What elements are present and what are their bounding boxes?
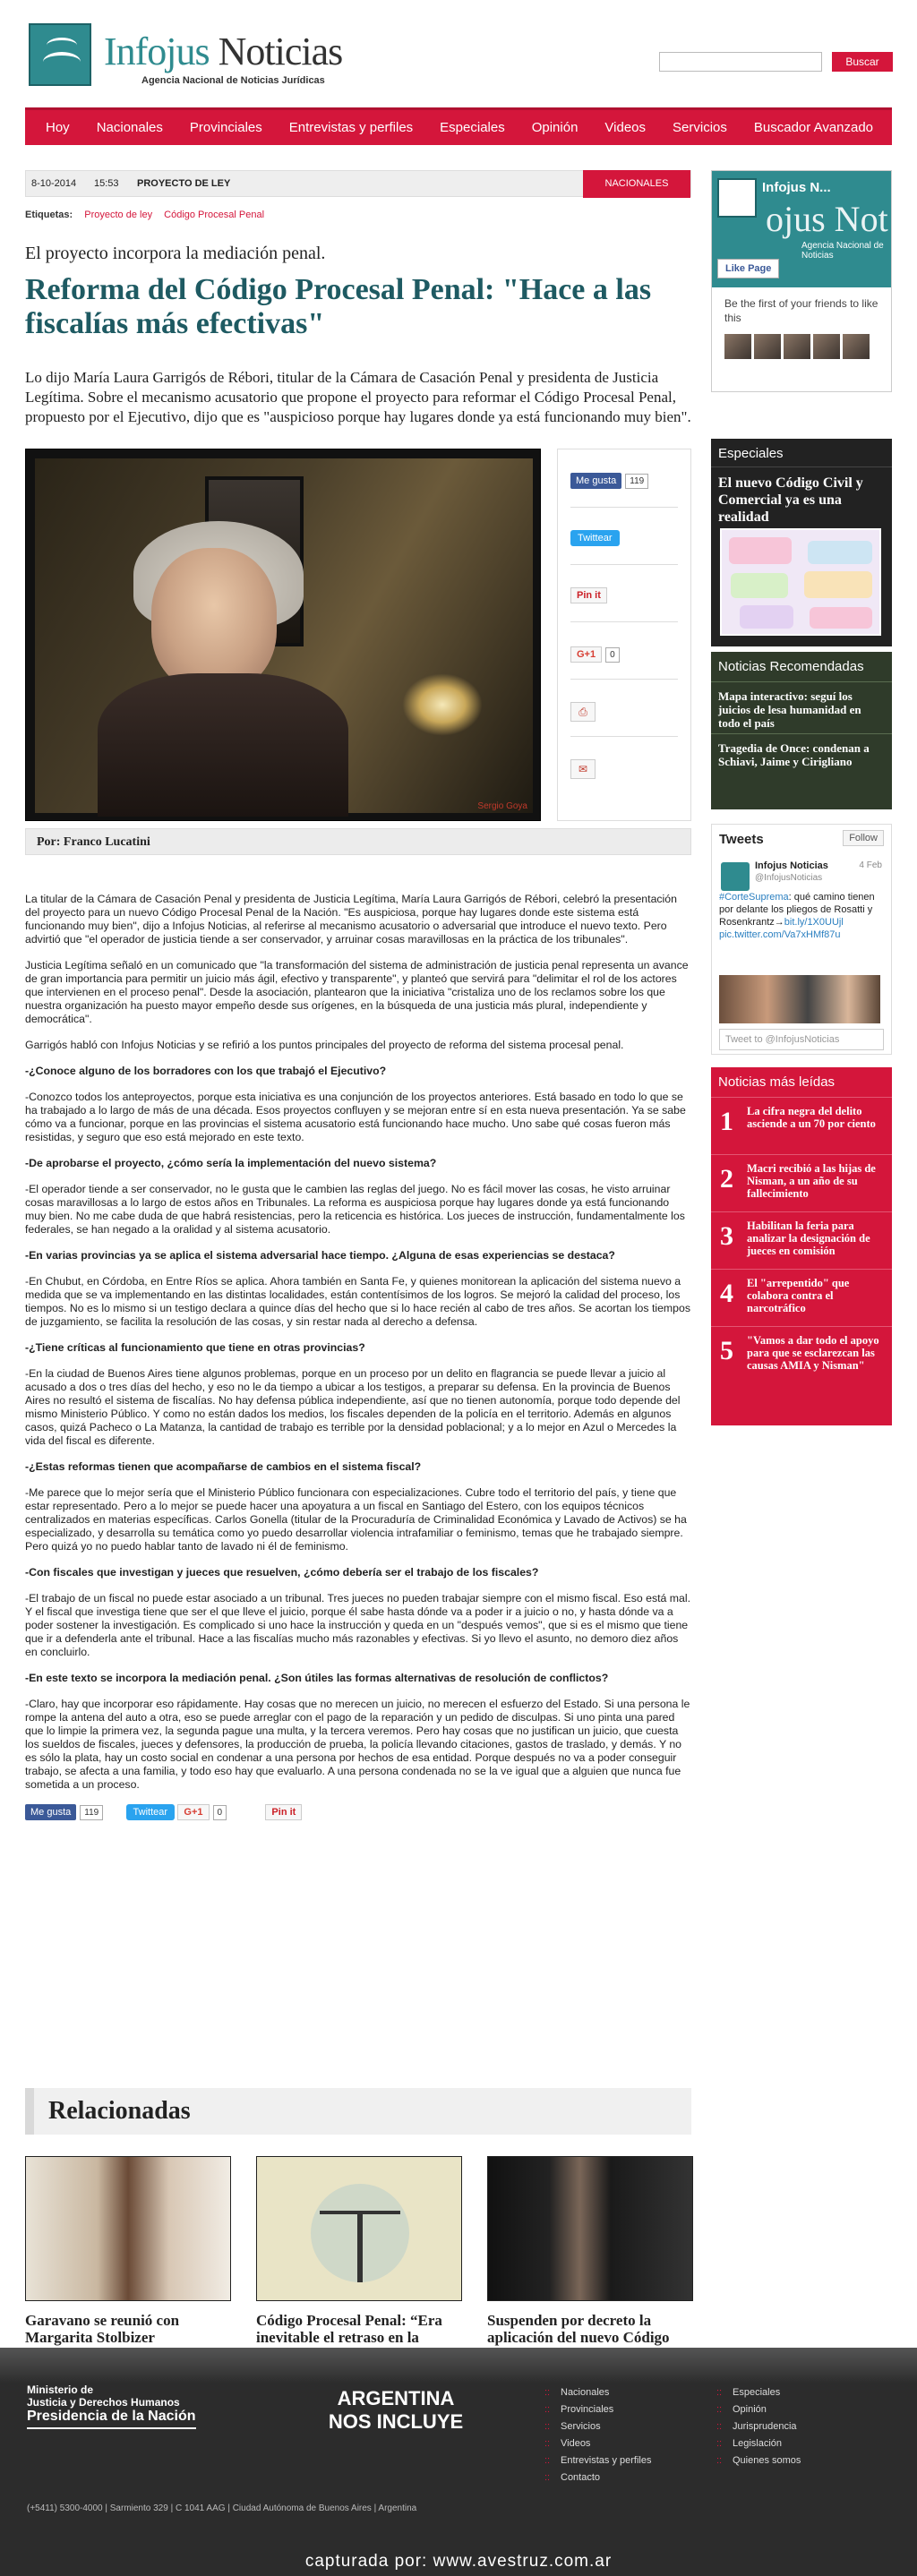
presidencia-label: Presidencia de la Nación	[27, 2409, 196, 2429]
argentina-logo	[324, 2387, 467, 2434]
argentina-line-b: NOS INCLUYE	[328, 2410, 464, 2433]
search-input[interactable]	[659, 52, 822, 72]
tweet-link[interactable]: bit.ly/1X0UUjl	[784, 917, 844, 928]
fb-page-name[interactable]: Infojus N...	[762, 180, 831, 195]
article-paragraph: -El trabajo de un fiscal no puede estar asociado a un tribunal. Tres jueces no pueden trabajar siempre con el mismo fiscal. Eso está mal. Y el fiscal que investiga tiene que ser el que lleve el juicio, porque él sabe hasta dónde va a poder ir a juicio o no, y hasta dónde va a poder sostener la investigación. Es complicado si uno hace la instrucción y queda en un "después vemos", que si es el mismo que tiene que ir a defenderla ante el tribunal. Hace a las fiscalías mucho más razonables y efectivas. Si yo llevo el asunto, no demoro diez años en concluirlo.	[25, 1592, 690, 1658]
tweet-to-input[interactable]: Tweet to @InfojusNoticias	[719, 1029, 884, 1050]
mas-leidas-link[interactable]: Habilitan la feria para analizar la designación de jueces en comisión	[747, 1220, 870, 1257]
related-item[interactable]	[487, 2156, 693, 2363]
article-kicker: El proyecto incorpora la mediación penal.	[25, 244, 326, 263]
nav-nacionales[interactable]: Nacionales	[96, 120, 163, 135]
mas-leidas-item[interactable]	[711, 1327, 892, 1384]
article-photo[interactable]	[25, 449, 541, 821]
ministry-logo[interactable]	[27, 2383, 180, 2409]
footer-address: (+5411) 5300-4000 | Sarmiento 329 | C 1041 AAG | Ciudad Autónoma de Buenos Aires | Argentina	[27, 2503, 417, 2513]
print-icon[interactable]: ⎙	[570, 702, 596, 722]
nav-opinion[interactable]: Opinión	[531, 120, 578, 135]
mas-leidas-item[interactable]	[711, 1270, 892, 1327]
nav-servicios[interactable]: Servicios	[673, 120, 727, 135]
site-footer	[0, 2348, 917, 2576]
article-time: 15:53	[94, 178, 119, 189]
mas-leidas-link[interactable]: "Vamos a dar todo el apoyo para que se esclarezcan las causas AMIA y Nisman"	[747, 1334, 879, 1372]
footer-link[interactable]: :: Entrevistas y perfiles	[541, 2455, 651, 2466]
mas-leidas-item[interactable]	[711, 1155, 892, 1212]
avatar[interactable]	[724, 334, 751, 359]
tweet-button[interactable]: Twittear	[126, 1804, 176, 1820]
fb-like-page-button[interactable]: Like Page	[717, 259, 779, 278]
footer-link[interactable]: :: Especiales	[713, 2387, 801, 2398]
fb-cover[interactable]	[712, 171, 891, 287]
article-paragraph: -En la ciudad de Buenos Aires tiene algunos problemas, porque en un proceso por un delito en flagrancia se puede llevar a juicio al acusado a dos o tres días del hecho, y eso no le da tiempo a ubicar a los testigos, a preparar su defensa. En la provincia de Buenos Aires no resultó el sistema de fiscalías. No hay defensa pública independiente, así que no tienen autonomía, porque todo depende del mismo Ministerio Público. Y como no están dados los medios, los fiscales dependen de la policía en el territorio. Además en algunos casos, quizá Pacheco o La Matanza, la cantidad de trabajo es terrible por la densidad poblacional; y a lo mejor en Azul o Mercedes la vida del fiscal es diferente.	[25, 1367, 681, 1447]
gplus-count: 0	[605, 647, 620, 663]
rank-number: 3	[720, 1221, 733, 1251]
especiales-poster[interactable]	[720, 528, 881, 636]
rank-number: 1	[720, 1107, 733, 1136]
argentina-line-a: ARGENTINA	[337, 2387, 455, 2409]
mas-leidas-heading: Noticias más leídas	[711, 1067, 892, 1098]
tweet-hashtag[interactable]: #CorteSuprema	[719, 892, 789, 903]
related-item[interactable]	[25, 2156, 231, 2346]
related-image[interactable]	[256, 2156, 462, 2301]
especiales-title[interactable]: El nuevo Código Civil y Comercial ya es una realidad	[718, 475, 863, 525]
tag-link[interactable]: Código Procesal Penal	[164, 210, 265, 220]
mas-leidas-link[interactable]: La cifra negra del delito asciende a un 70 por ciento	[747, 1105, 876, 1130]
especiales-box[interactable]	[711, 439, 892, 646]
site-header	[25, 20, 896, 91]
article-paragraph: Justicia Legítima señaló en un comunicado que "la transformación del sistema de administración de justicia penal representa un avance de gran importancia para permitir un juicio más ágil, efectivo y transparente", y planteó que servirá para "delimitar el rol de los actores que intervienen en el proceso penal". Desde la asociación, plantearon que la iniciativa "cristaliza uno de los reclamos sobre los que nuestra organización ha puesto mayor empeño desde sus orígenes, en la búsqueda de una justicia más plural, independiente y democrática".	[25, 959, 689, 1025]
article-paragraph: -Claro, hay que incorporar eso rápidamente. Hay cosas que no merecen un juicio, no merecen el esfuerzo del Estado. Si una persona le rompe la antena del auto a otra, eso se puede arreglar con el pago de la reparación y un pedido de disculpas. Si uno pinta una pared que lo limpie la primera vez, la segunda pague una multa, y la tercera veremos. Pero hay cosas que no justifican un juicio, que cuesta los sueldos de fiscales, jueces y defensores, la producción de prueba, la policía llevando citaciones, gastos de traslado, y demás. Y no es sólo la plata, hay un costo social en condenar a una persona por hechos de esa entidad. Porque después no va a poder conseguir trabajo, se afecta a una familia, y todo eso hay que evaluarlo. A una persona condenada no se la ve igual que a alguien que nunca fue sometida a un proceso.	[25, 1698, 690, 1791]
tweets-heading: Tweets	[719, 832, 764, 847]
article-body	[25, 893, 691, 1792]
pin-button[interactable]: Pin it	[570, 587, 607, 603]
footer-link[interactable]: :: Legislación	[713, 2438, 801, 2449]
infojus-logo-icon	[717, 178, 757, 218]
ministry-line-b: Justicia y Derechos Humanos	[27, 2396, 180, 2409]
nav-hoy[interactable]: Hoy	[46, 120, 70, 135]
related-image[interactable]	[487, 2156, 693, 2301]
footer-link[interactable]: :: Contacto	[541, 2472, 651, 2483]
recomendada-link[interactable]: Mapa interactivo: seguí los juicios de lesa humanidad en todo el país	[711, 682, 892, 734]
nav-especiales[interactable]: Especiales	[440, 120, 505, 135]
fb-count: 119	[625, 474, 648, 489]
tweet-body: : qué camino tienen por delante los pliegos de Rosatti y Rosenkrantz→	[719, 892, 875, 928]
avatar[interactable]	[754, 334, 781, 359]
byline: Por: Franco Lucatini	[25, 828, 691, 855]
tweet-author[interactable]: Infojus Noticias	[755, 860, 828, 871]
interview-question: -En varias provincias ya se aplica el sistema adversarial hace tiempo. ¿Alguna de esas experiencias se destaca?	[25, 1249, 615, 1262]
mas-leidas-item[interactable]	[711, 1098, 892, 1155]
tag-link[interactable]: Proyecto de ley	[84, 210, 153, 220]
site-name-b: Noticias	[218, 30, 343, 73]
ministry-line-a: Ministerio de	[27, 2383, 94, 2396]
fb-like-button[interactable]: Me gusta	[25, 1804, 76, 1820]
main-nav	[25, 107, 892, 145]
tweet-handle[interactable]: @InfojusNoticias	[755, 873, 823, 883]
avatar[interactable]	[784, 334, 810, 359]
article-paragraph: -Me parece que lo mejor sería que el Ministerio Público funcionara con especializaciones. Cubre todo el territorio del país, y tiene que estar representado. Pero a lo mejor se puede hacer una apoyatura a un fiscal en Santiago del Estero, con los equipos técnicos centralizados en materias específicas. Carlos Gonella (titular de la Procuraduría de Criminalidad Económica y Lavado de Activos) se ha especializado, y desarrolla su temática como yo puedo desarrollar violencia intrafamiliar o feminismo, temas que he trabajado siempre. Pero quizá yo no puedo hablar tanto de lavado ni él de feminismo.	[25, 1486, 687, 1553]
search-button[interactable]: Buscar	[832, 52, 893, 72]
article-paragraph: La titular de la Cámara de Casación Penal y presidenta de Justicia Legítima, María Laura Garrigós de Rébori, celebró la presentación del proyecto para un nuevo Código Procesal Penal de la Nación. "Es auspiciosa, porque hay lugares donde este sistema está funcionando muy bien", dijo a Infojus Noticias, al referirse al mecanismo acusatorio o adversarial que introduce el nuevo texto. Pero advirtió que "el operador de justicia tiende a ser conservador, y arruinar cosas maravillosas en la práctica de los tribunales".	[25, 893, 677, 946]
related-heading	[25, 2088, 691, 2135]
article-paragraph: -El operador tiende a ser conservador, no le gusta que le cambien las reglas del juego. No es fácil mover las cosas, he visto arruinar cosas maravillosas a lo largo de estos años en Tribunales. La reforma es auspiciosa porque hay lugares donde ya está funcionando muy bien. No me cabe duda de que habrá resistencias, pero la reticencia es histórica. Los jueces de instrucción, fundamentalmente los federales, se han negado a la oralidad y al sistema acusatorio.	[25, 1183, 685, 1236]
nav-videos[interactable]: Videos	[604, 120, 647, 135]
related-caption[interactable]: Código Procesal Penal: “Era inevitable el retraso en la	[256, 2312, 442, 2346]
mas-leidas-item[interactable]	[711, 1212, 892, 1270]
recomendadas-heading: Noticias Recomendadas	[711, 652, 892, 682]
interview-question: -¿Conoce alguno de los borradores con los que trabajó el Ejecutivo?	[25, 1065, 387, 1077]
mas-leidas-link[interactable]: Macri recibió a las hijas de Nisman, a un año de su fallecimiento	[747, 1162, 876, 1200]
article-paragraph: Garrigós habló con Infojus Noticias y se refirió a los puntos principales del proyecto de reforma del sistema procesal penal.	[25, 1039, 624, 1051]
tags-row	[25, 210, 691, 220]
bottom-share-bar	[25, 1804, 691, 1822]
fb-like-button[interactable]: Me gusta	[570, 473, 621, 489]
footer-link[interactable]: :: Provinciales	[541, 2404, 651, 2415]
site-name[interactable]	[104, 29, 342, 74]
tweet-text	[719, 891, 877, 941]
email-icon[interactable]: ✉	[570, 759, 596, 779]
rank-number: 5	[720, 1336, 733, 1365]
related-caption[interactable]: Garavano se reunió con Margarita Stolbizer	[25, 2312, 180, 2346]
nav-buscador[interactable]: Buscador Avanzado	[753, 120, 874, 135]
fb-count: 119	[80, 1805, 103, 1820]
gplus-button[interactable]: G+1	[177, 1804, 209, 1820]
gplus-button[interactable]: G+1	[570, 646, 602, 663]
interview-question: -Con fiscales que investigan y jueces que resuelven, ¿cómo debería ser el trabajo de los fiscales?	[25, 1566, 539, 1579]
mas-leidas-box	[711, 1067, 892, 1425]
tweet-button[interactable]: Twittear	[570, 530, 620, 546]
mas-leidas-link[interactable]: El "arrepentido" que colabora contra el narcotráfico	[747, 1277, 850, 1314]
related-item[interactable]	[256, 2156, 462, 2363]
rank-number: 4	[720, 1279, 733, 1308]
article-title: Reforma del Código Procesal Penal: "Hace a las fiscalías más efectivas"	[25, 273, 652, 340]
site-subtitle: Agencia Nacional de Noticias Jurídicas	[141, 75, 325, 86]
article-lead: Lo dijo María Laura Garrigós de Rébori, titular de la Cámara de Casación Penal y presidenta de Justicia Legítima. Sobre el mecanismo acusatorio que propone el proyecto para reformar el Código Procesal Penal, propuesto por el Ejecutivo, dijo que es "auspicioso porque hay lugares donde ya está funcionando muy bien".	[25, 369, 691, 425]
avatar[interactable]	[721, 862, 750, 891]
related-caption[interactable]: Suspenden por decreto la aplicación del nuevo Código	[487, 2312, 670, 2346]
nav-entrevistas[interactable]: Entrevistas y perfiles	[288, 120, 414, 135]
article-section: PROYECTO DE LEY	[137, 178, 231, 189]
photo-credit: Sergio Goya	[477, 801, 527, 811]
site-name-a: Infojus	[104, 30, 210, 73]
footer-link[interactable]: :: Servicios	[541, 2421, 651, 2432]
photo-row	[25, 449, 691, 825]
fb-friends-text: Be the first of your friends to like this	[724, 297, 878, 324]
article-date: 8-10-2014	[31, 178, 77, 189]
interview-question: -¿Tiene críticas al funcionamiento que tiene en otras provincias?	[25, 1341, 365, 1354]
tags-label: Etiquetas:	[25, 210, 73, 220]
twitter-widget	[711, 824, 892, 1055]
recomendadas-box	[711, 652, 892, 809]
footer-link[interactable]: :: Opinión	[713, 2404, 801, 2415]
tweet-date[interactable]: 4 Feb	[859, 860, 882, 870]
section-badge[interactable]: NACIONALES	[583, 170, 690, 198]
fb-cover-subtitle: Agencia Nacional de Noticias	[801, 241, 884, 261]
twitter-follow-button[interactable]: Follow	[843, 830, 884, 846]
capture-credit: capturada por: www.avestruz.com.ar	[304, 2552, 613, 2571]
pin-button[interactable]: Pin it	[265, 1804, 302, 1820]
tweet-pic-link[interactable]: pic.twitter.com/Va7xHMf87u	[719, 929, 841, 940]
footer-link[interactable]: :: Nacionales	[541, 2387, 651, 2398]
footer-link[interactable]: :: Jurisprudencia	[713, 2421, 801, 2432]
related-heading-text: Relacionadas	[48, 2097, 191, 2125]
interview-question: -En este texto se incorpora la mediación penal. ¿Son útiles las formas alternativas de resolución de conflictos?	[25, 1672, 609, 1684]
footer-link[interactable]: :: Videos	[541, 2438, 651, 2449]
article-paragraph: -En Chubut, en Córdoba, en Entre Ríos se aplica. Ahora también en Santa Fe, y quienes monitorean la aplicación del sistema nuevo a medida que se va implementando en las distintas localidades, están contentísimos de los logros. Se mejoró la calidad del proceso, los tiempos. No es lo mismo si un testigo declara a quince días del hecho que si lo hace recién al cabo de tres años. Se acortan los tiempos de juzgamiento, se facilita la resolución de las cosas, y sin restar nada al derecho a defensa.	[25, 1275, 691, 1328]
infojus-logo-icon[interactable]	[29, 23, 91, 86]
avatar[interactable]	[813, 334, 840, 359]
share-panel	[557, 449, 691, 821]
rank-number: 2	[720, 1164, 733, 1194]
gplus-count: 0	[213, 1805, 227, 1820]
article-paragraph: -Conozco todos los anteproyectos, porque esta iniciativa es una conjunción de los proyectos anteriores. Está basado en todo lo que se ha trabajado a lo largo de más de una década. Esos proyectos confluyen y se mejoran entre sí en esta nueva presentación. Ya se sabe cómo va a funcionar, porque en las provincias el sistema acusatorio está funcionando hace mucho. Uno sabe qué cosas fueron más resistidas, y seguro que eso está mejorado en este texto.	[25, 1091, 686, 1143]
related-image[interactable]	[25, 2156, 231, 2301]
fb-faces	[724, 334, 878, 359]
interview-question: -¿Estas reformas tienen que acompañarse de cambios en el sistema fiscal?	[25, 1460, 422, 1473]
recomendada-link[interactable]: Tragedia de Once: condenan a Schiavi, Jaime y Cirigliano	[718, 741, 870, 768]
article-meta	[25, 170, 691, 197]
especiales-heading: Especiales	[711, 439, 892, 467]
avatar[interactable]	[843, 334, 870, 359]
footer-link[interactable]: :: Quienes somos	[713, 2455, 801, 2466]
fb-cover-text: ojus Not	[766, 199, 888, 239]
interview-question: -De aprobarse el proyecto, ¿cómo sería la implementación del nuevo sistema?	[25, 1157, 437, 1169]
nav-provinciales[interactable]: Provinciales	[189, 120, 262, 135]
facebook-widget	[711, 170, 892, 392]
tweet-image[interactable]	[719, 975, 880, 1023]
article-main	[25, 170, 691, 1822]
